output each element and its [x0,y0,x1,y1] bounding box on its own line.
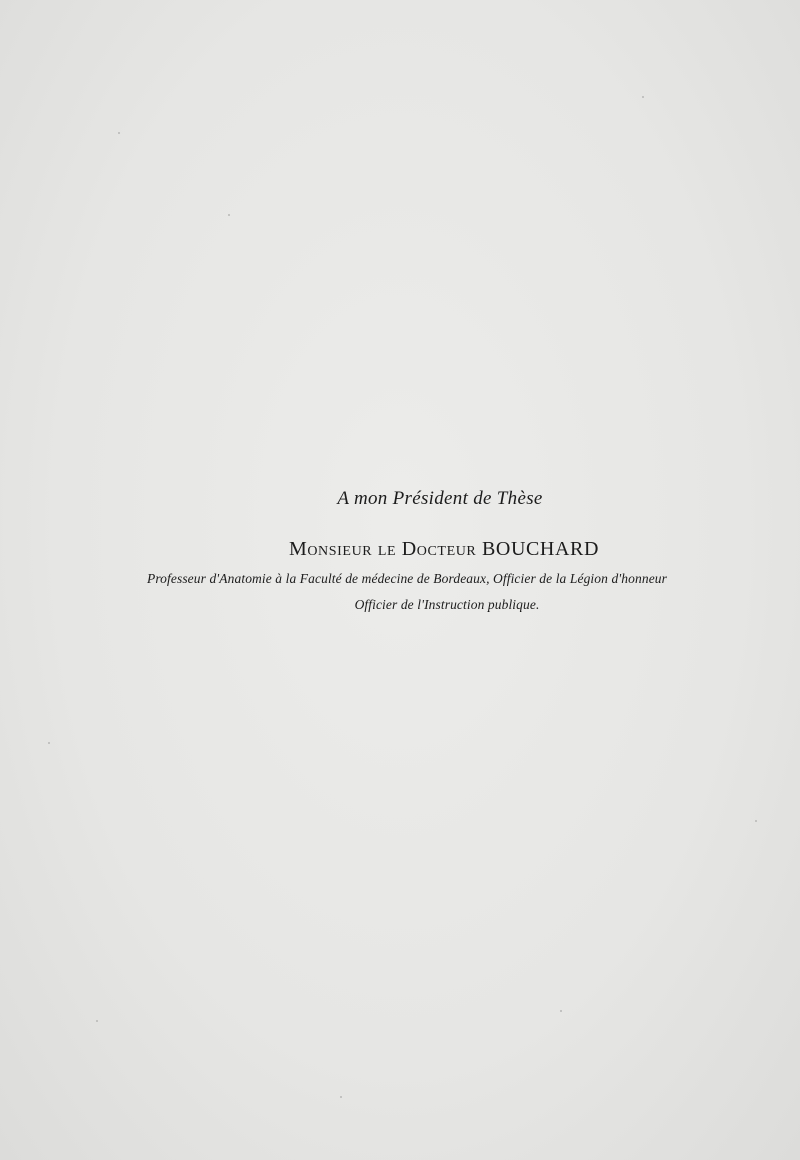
honoree-credentials-line-1: Professeur d'Anatomie à la Faculté de médecine de Bordeaux, Officier de la Légion d'honneur [146,571,667,586]
paper-speck [48,742,50,744]
paper-speck [118,132,120,134]
honoree-credentials-line-2: Officier de l'Instruction publique. [354,597,540,612]
paper-speck [228,214,230,216]
paper-speck [340,1096,342,1098]
honoree-name: Monsieur le Docteur BOUCHARD [288,538,600,560]
paper-speck [642,96,644,98]
dedication-block [0,488,800,613]
dedication-title: A mon Président de Thèse [337,488,543,509]
paper-speck [96,1020,98,1022]
paper-speck [560,1010,562,1012]
paper-speck [755,820,757,822]
